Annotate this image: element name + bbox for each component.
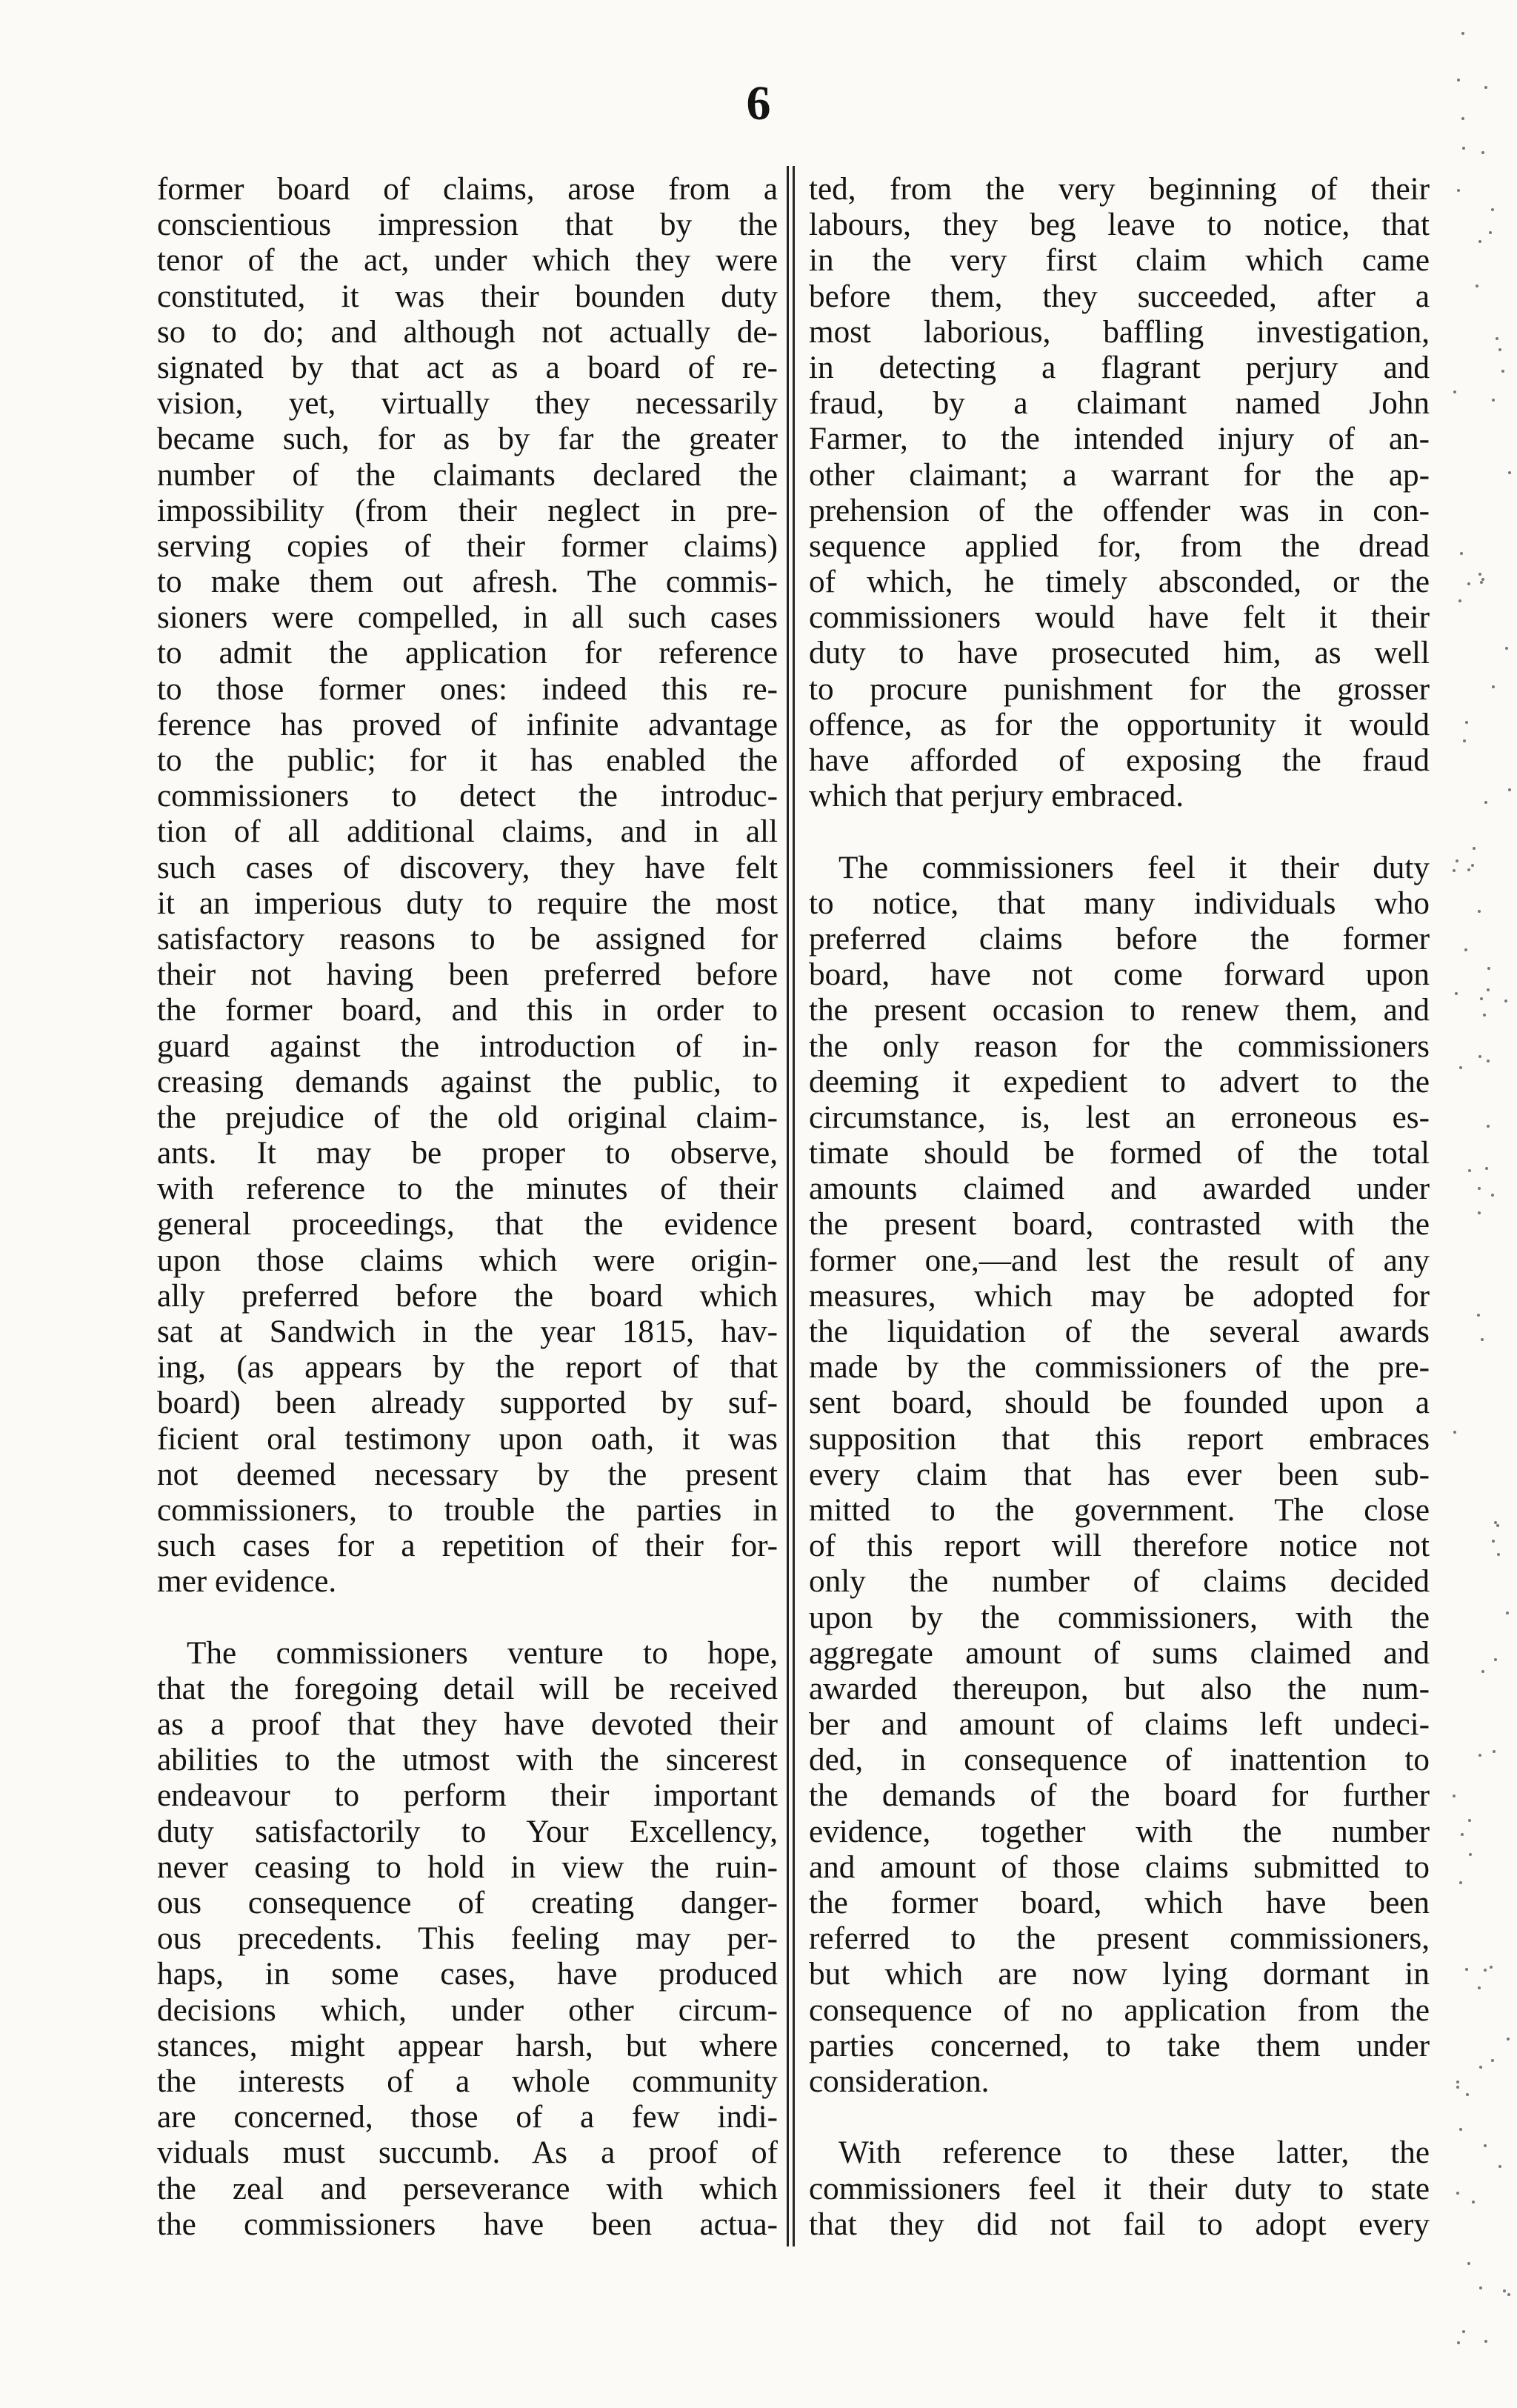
- page-number: 6: [746, 76, 771, 130]
- paper-speck: [1478, 910, 1481, 913]
- paper-speck: [1496, 337, 1498, 340]
- text-line: with reference to the minutes of their: [157, 1171, 778, 1207]
- paper-speck: [1457, 189, 1460, 192]
- paper-speck: [1467, 2262, 1470, 2265]
- text-line: it an imperious duty to require the most: [157, 885, 778, 921]
- paper-speck: [1484, 2144, 1487, 2147]
- text-line: satisfactory reasons to be assigned for: [157, 921, 778, 957]
- text-line: guard against the introduction of in-: [157, 1028, 778, 1064]
- paper-speck: [1484, 2340, 1487, 2343]
- text-line: not deemed necessary by the present: [157, 1457, 778, 1492]
- paper-speck: [1487, 1125, 1490, 1128]
- paper-speck: [1497, 1553, 1500, 1556]
- text-line: consequence of no application from the: [809, 1992, 1430, 2028]
- text-line: ous precedents. This feeling may per-: [157, 1921, 778, 1957]
- paper-speck: [1490, 1966, 1493, 1969]
- paper-speck: [1467, 868, 1470, 871]
- text-line: upon by the commissioners, with the: [809, 1600, 1430, 1635]
- text-line: the former board, which have been: [809, 1886, 1430, 1920]
- paper-speck: [1489, 231, 1492, 234]
- text-line: such cases for a repetition of their for-: [157, 1529, 778, 1564]
- text-line: sent board, should be founded upon a: [809, 1386, 1430, 1421]
- text-line: commissioners would have felt it their: [809, 600, 1430, 636]
- paper-speck: [1481, 1670, 1484, 1673]
- text-line: to procure punishment for the grosser: [809, 671, 1430, 707]
- paper-speck: [1484, 801, 1487, 804]
- text-line: impossibility (from their neglect in pre-: [157, 493, 778, 528]
- text-line: most laborious, baffling investigation,: [809, 314, 1430, 350]
- text-line: made by the commissioners of the pre-: [809, 1350, 1430, 1386]
- paper-speck: [1498, 2165, 1501, 2168]
- paper-speck: [1496, 1524, 1499, 1527]
- paper-speck: [1467, 582, 1470, 585]
- text-line: stances, might appear harsh, but where: [157, 2028, 778, 2063]
- text-line: circumstance, is, lest an erroneous es-: [809, 1100, 1430, 1135]
- paper-speck: [1471, 864, 1474, 867]
- text-line: ally preferred before the board which: [157, 1278, 778, 1314]
- paper-speck: [1468, 1169, 1471, 1172]
- text-line: ference has proved of infinite advantage: [157, 707, 778, 742]
- text-line: to make them out afresh. The commis-: [157, 565, 778, 600]
- paper-speck: [1492, 685, 1495, 688]
- paper-speck: [1461, 32, 1464, 35]
- text-line: of which, he timely absconded, or the: [809, 565, 1430, 600]
- text-line: creasing demands against the public, to: [157, 1064, 778, 1100]
- text-line: mitted to the government. The close: [809, 1492, 1430, 1528]
- paper-speck: [1473, 847, 1476, 850]
- text-line: general proceedings, that the evidence: [157, 1207, 778, 1243]
- paper-speck: [1465, 1968, 1468, 1971]
- paper-speck: [1453, 869, 1456, 872]
- paper-speck: [1485, 1167, 1488, 1170]
- text-line: to the public; for it has enabled the: [157, 743, 778, 778]
- text-line: and amount of those claims submitted to: [809, 1849, 1430, 1885]
- paper-speck: [1459, 1881, 1462, 1884]
- paper-speck: [1472, 2201, 1475, 2204]
- text-line: tion of all additional claims, and in all: [157, 814, 778, 850]
- text-line: have afforded of exposing the fraud: [809, 743, 1430, 778]
- paper-speck: [1480, 997, 1483, 1000]
- paper-speck: [1453, 390, 1456, 393]
- text-line: sioners were compelled, in all such cases: [157, 600, 778, 636]
- text-line: haps, in some cases, have produced: [157, 1957, 778, 1992]
- text-line: ded, in consequence of inattention to: [809, 1743, 1430, 1778]
- text-line: commissioners, to trouble the parties in: [157, 1492, 778, 1528]
- paper-speck: [1453, 1795, 1456, 1797]
- paper-speck: [1508, 788, 1511, 791]
- paper-speck: [1457, 79, 1460, 82]
- paper-speck: [1478, 1187, 1481, 1190]
- text-line: but which are now lying dormant in: [809, 1957, 1430, 1992]
- text-line: every claim that has ever been sub-: [809, 1457, 1430, 1492]
- text-line: to those former ones: indeed this re-: [157, 671, 778, 707]
- text-line: as a proof that they have devoted their: [157, 1707, 778, 1743]
- paper-speck: [1484, 1969, 1487, 1972]
- column-divider-rule: [793, 166, 795, 2246]
- paper-speck: [1481, 151, 1484, 154]
- text-line: timate should be formed of the total: [809, 1136, 1430, 1171]
- text-line: only the number of claims decided: [809, 1564, 1430, 1600]
- text-line: constituted, it was their bounden duty: [157, 279, 778, 314]
- right-column: [809, 172, 1430, 2243]
- left-column: [157, 172, 778, 2243]
- text-line: mer evidence.: [157, 1564, 337, 1600]
- text-line: board) been already supported by suf-: [157, 1386, 778, 1421]
- text-line: such cases of discovery, they have felt: [157, 850, 778, 885]
- text-line: in the very first claim which came: [809, 243, 1430, 279]
- paper-speck: [1503, 2289, 1506, 2292]
- paper-speck: [1466, 2093, 1469, 2096]
- paragraph-gap: [157, 1600, 778, 1636]
- paper-speck: [1455, 992, 1458, 995]
- text-columns: [157, 172, 1431, 2321]
- text-line: measures, which may be adopted for: [809, 1278, 1430, 1314]
- paper-speck: [1483, 1014, 1486, 1017]
- paper-speck: [1487, 988, 1490, 991]
- paper-speck: [1468, 1819, 1471, 1822]
- text-line: the former board, and this in order to: [157, 993, 778, 1028]
- text-line: board, have not come forward upon: [809, 957, 1430, 993]
- text-line: With reference to these latter, the: [838, 2135, 1430, 2171]
- paper-speck: [1459, 2128, 1462, 2131]
- text-line: aggregate amount of sums claimed and: [809, 1635, 1430, 1671]
- paper-speck: [1457, 2341, 1460, 2344]
- paragraph-gap: [809, 2100, 1430, 2135]
- paper-speck: [1479, 2286, 1482, 2289]
- paper-speck: [1494, 1658, 1497, 1661]
- paper-speck: [1478, 240, 1481, 243]
- paper-speck: [1498, 348, 1501, 351]
- paper-speck: [1456, 2192, 1459, 2195]
- paper-speck: [1456, 2086, 1459, 2089]
- text-line: signated by that act as a board of re-: [157, 350, 778, 385]
- paper-speck: [1504, 1000, 1507, 1002]
- paper-speck: [1506, 1612, 1509, 1614]
- paper-speck: [1456, 859, 1458, 862]
- text-line: deeming it expedient to advert to the: [809, 1064, 1430, 1100]
- text-line: serving copies of their former claims): [157, 528, 778, 564]
- text-line: supposition that this report embraces: [809, 1421, 1430, 1457]
- text-line: that the foregoing detail will be received: [157, 1671, 778, 1706]
- text-line: endeavour to perform their important: [157, 1778, 778, 1814]
- text-line: sequence applied for, from the dread: [809, 528, 1430, 564]
- text-line: in detecting a flagrant perjury and: [809, 350, 1430, 385]
- text-line: are concerned, those of a few indi-: [157, 2100, 778, 2135]
- paper-speck: [1481, 1338, 1484, 1341]
- text-line: vision, yet, virtually they necessarily: [157, 386, 778, 422]
- paper-speck: [1478, 1055, 1481, 1058]
- text-line: the present occasion to renew them, and: [809, 993, 1430, 1028]
- text-line: ants. It may be proper to observe,: [157, 1136, 778, 1171]
- text-line: the prejudice of the old original claim-: [157, 1100, 778, 1135]
- paper-speck: [1478, 1986, 1481, 1989]
- text-line: viduals must succumb. As a proof of: [157, 2135, 778, 2171]
- text-line: became such, for as by far the greater: [157, 422, 778, 457]
- paper-speck: [1469, 1853, 1472, 1856]
- paper-speck: [1478, 1754, 1481, 1757]
- text-line: so to do; and although not actually de-: [157, 314, 778, 350]
- text-line: Farmer, to the intended injury of an-: [809, 422, 1430, 457]
- paper-speck: [1492, 1540, 1495, 1543]
- text-line: to admit the application for reference: [157, 636, 778, 671]
- text-line: to notice, that many individuals who: [809, 885, 1430, 921]
- text-line: duty satisfactorily to Your Excellency,: [157, 1814, 778, 1849]
- text-line: which that perjury embraced.: [809, 779, 1184, 814]
- text-line: the present board, contrasted with the: [809, 1207, 1430, 1243]
- text-line: the zeal and perseverance with which: [157, 2171, 778, 2206]
- text-line: ber and amount of claims left undeci-: [809, 1707, 1430, 1743]
- text-line: commissioners to detect the introduc-: [157, 779, 778, 814]
- text-line: abilities to the utmost with the sincerest: [157, 1743, 778, 1778]
- paper-speck: [1462, 2330, 1465, 2333]
- text-line: ted, from the very beginning of their: [809, 172, 1430, 207]
- paper-speck: [1478, 1211, 1481, 1214]
- text-line: fraud, by a claimant named John: [809, 386, 1430, 422]
- text-line: former one,—and lest the result of any: [809, 1243, 1430, 1278]
- text-line: evidence, together with the number: [809, 1814, 1430, 1849]
- text-line: the commissioners have been actua-: [157, 2206, 778, 2242]
- paper-speck: [1478, 573, 1481, 576]
- text-line: offence, as for the opportunity it would: [809, 707, 1430, 742]
- text-line: other claimant; a warrant for the ap-: [809, 457, 1430, 493]
- text-line: their not having been preferred before: [157, 957, 778, 993]
- text-line: the demands of the board for further: [809, 1778, 1430, 1814]
- text-line: ous consequence of creating danger-: [157, 1886, 778, 1920]
- paper-speck: [1456, 2081, 1459, 2083]
- text-line: commissioners feel it their duty to state: [809, 2171, 1430, 2206]
- text-line: The commissioners venture to hope,: [187, 1635, 778, 1671]
- text-line: parties concerned, to take them under: [809, 2028, 1430, 2063]
- text-line: before them, they succeeded, after a: [809, 279, 1430, 314]
- paper-speck: [1458, 599, 1461, 602]
- paper-speck: [1491, 208, 1494, 211]
- paper-speck: [1462, 147, 1465, 150]
- paper-speck: [1487, 967, 1490, 970]
- text-line: number of the claimants declared the: [157, 457, 778, 493]
- text-line: of this report will therefore notice not: [809, 1529, 1430, 1564]
- paper-speck: [1508, 471, 1511, 474]
- paper-speck: [1491, 2059, 1494, 2062]
- paper-speck: [1501, 370, 1504, 373]
- text-line: conscientious impression that by the: [157, 207, 778, 243]
- text-line: labours, they beg leave to notice, that: [809, 207, 1430, 243]
- paper-speck: [1464, 948, 1467, 951]
- text-line: the interests of a whole community: [157, 2063, 778, 2099]
- text-line: former board of claims, arose from a: [157, 172, 778, 207]
- paper-speck: [1493, 1750, 1496, 1753]
- text-line: ficient oral testimony upon oath, it was: [157, 1421, 778, 1457]
- column-divider-rule: [787, 166, 789, 2246]
- paper-speck: [1487, 1060, 1490, 1062]
- paper-speck: [1459, 1066, 1462, 1069]
- paper-speck: [1460, 552, 1463, 555]
- text-line: that they did not fail to adopt every: [809, 2206, 1430, 2242]
- text-line: the liquidation of the several awards: [809, 1314, 1430, 1349]
- text-line: ing, (as appears by the report of that: [157, 1350, 778, 1386]
- text-line: awarded thereupon, but also the num-: [809, 1671, 1430, 1706]
- text-line: sat at Sandwich in the year 1815, hav-: [157, 1314, 778, 1349]
- paper-speck: [1463, 739, 1466, 742]
- text-line: referred to the present commissioners,: [809, 1921, 1430, 1957]
- paper-speck: [1477, 1314, 1480, 1317]
- paper-speck: [1453, 1431, 1456, 1434]
- paper-speck: [1476, 285, 1478, 287]
- text-line: consideration.: [809, 2063, 990, 2099]
- text-line: tenor of the act, under which they were: [157, 243, 778, 279]
- paragraph-gap: [809, 814, 1430, 850]
- paper-speck: [1505, 647, 1508, 650]
- text-line: duty to have prosecuted him, as well: [809, 636, 1430, 671]
- paper-speck: [1465, 721, 1468, 724]
- paper-speck: [1507, 2038, 1510, 2041]
- text-line: preferred claims before the former: [809, 921, 1430, 957]
- text-line: upon those claims which were origin-: [157, 1243, 778, 1278]
- paper-speck: [1461, 1833, 1464, 1836]
- paper-speck: [1480, 581, 1483, 584]
- paper-speck: [1491, 1194, 1494, 1197]
- text-line: never ceasing to hold in view the ruin-: [157, 1849, 778, 1885]
- text-line: amounts claimed and awarded under: [809, 1171, 1430, 1207]
- paper-speck: [1492, 399, 1495, 402]
- text-line: the only reason for the commissioners: [809, 1028, 1430, 1064]
- text-line: The commissioners feel it their duty: [838, 850, 1430, 885]
- paper-speck: [1479, 2066, 1482, 2069]
- text-line: decisions which, under other circum-: [157, 1992, 778, 2028]
- paper-speck: [1507, 2293, 1510, 2296]
- text-line: prehension of the offender was in con-: [809, 493, 1430, 528]
